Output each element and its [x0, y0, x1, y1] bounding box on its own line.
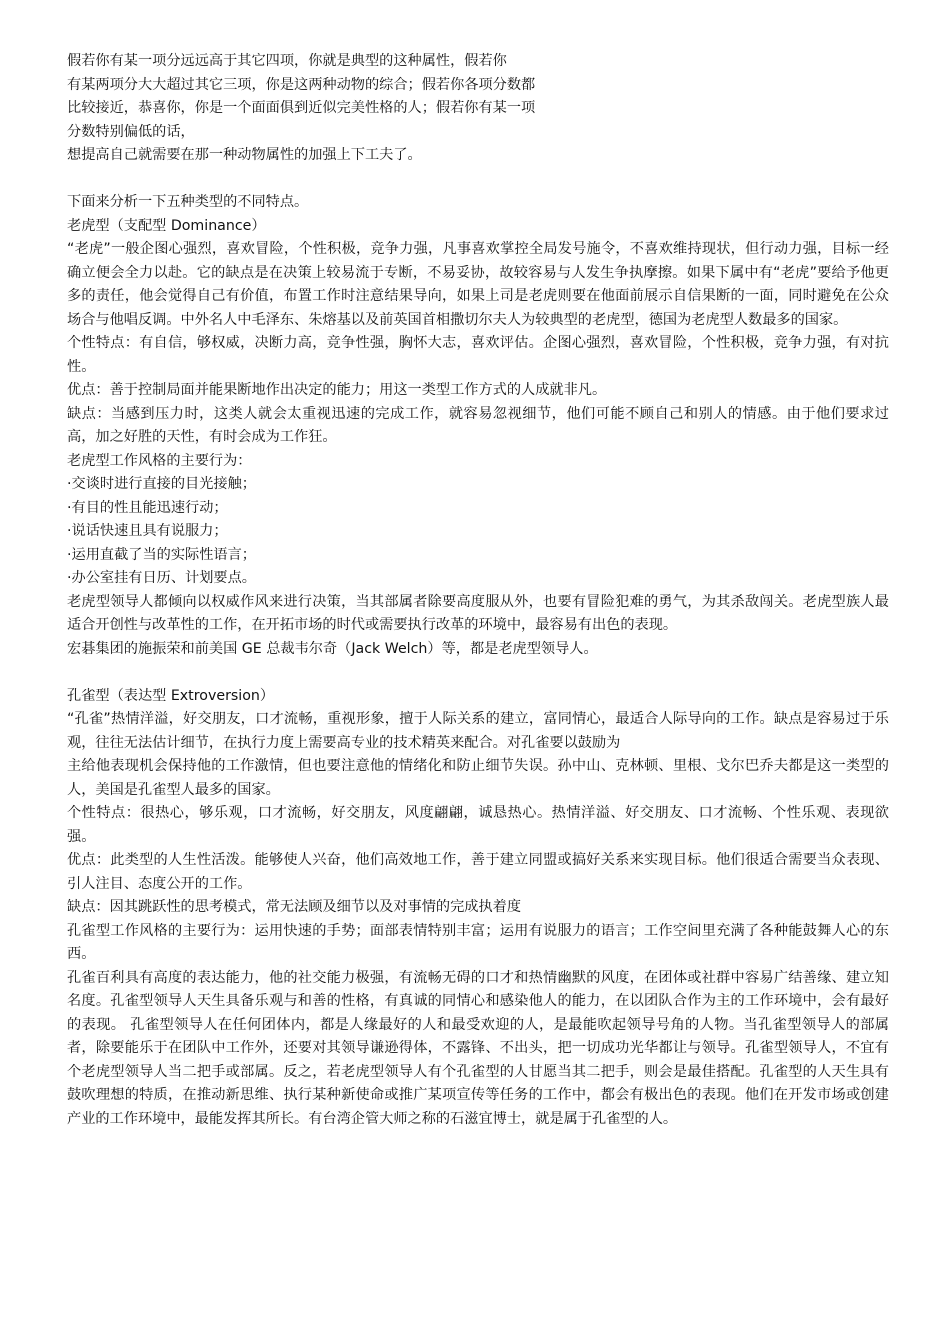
peacock-section — [67, 685, 889, 1132]
peacock-description: “孔雀”热情洋溢，好交朋友，口才流畅，重视形象，擅于人际关系的建立，富同情心，最适合人际导向的工作。缺点是容易过于乐观，往往无法估计细节，在执行力度上需要高专业的技术精英来配合。对孔雀要以鼓励为 — [67, 711, 889, 751]
tiger-weaknesses: 缺点：当感到压力时，这类人就会太重视迅速的完成工作，就容易忽视细节，他们可能不顾自己和别人的情感。由于他们要求过高，加之好胜的天性，有时会成为工作狂。 — [67, 405, 889, 445]
document-page — [67, 50, 889, 1131]
tiger-heading: 老虎型（支配型 Dominance） — [67, 217, 266, 234]
tiger-section — [67, 215, 889, 662]
peacock-heading: 孔雀型（表达型 Extroversion） — [67, 687, 275, 704]
intro-line: 有某两项分大大超过其它三项，你是这两种动物的综合；假若你各项分数都 — [67, 76, 536, 93]
peacock-weaknesses: 缺点：因其跳跃性的思考模式，常无法顾及细节以及对事情的完成执着度 — [67, 899, 522, 915]
tiger-description: “老虎”一般企图心强烈，喜欢冒险，个性积极，竞争力强，凡事喜欢掌控全局发号施令，不喜欢维持现状，但行动力强，目标一经确立便会全力以赴。它的缺点是在决策上较易流于专断，不易妥协，故较容易与人发生争执摩擦。如果下属中有“老虎”要给予他更多的责任，他会觉得自己有价值，布置工作时注意结果导向，如果上司是老虎则要在他面前展示自信果断的一面，同时避免在公众场合与他唱反调。中外名人中毛泽东、朱熔基以及前英国首相撒切尔夫人为较典型的老虎型，德国为老虎型人数最多的国家。 — [67, 241, 889, 328]
intro-line: 分数特别偏低的话， — [67, 123, 195, 140]
tiger-behaviors-title: 老虎型工作风格的主要行为： — [67, 452, 252, 469]
tiger-behavior-item: ·运用直截了当的实际性语言； — [67, 546, 256, 563]
tiger-leadership: 老虎型领导人都倾向以权威作风来进行决策，当其部属者除要高度服从外，也要有冒险犯难的勇气，为其杀敌闯关。老虎型族人最适合开创性与改革性的工作，在开拓市场的时代或需要执行改革的环境中，最容易有出色的表现。 — [67, 593, 889, 633]
tiger-examples: 宏碁集团的施振荣和前美国 GE 总裁韦尔奇（Jack Welch）等，都是老虎型领导人。 — [67, 640, 598, 657]
tiger-behavior-item: ·办公室挂有日历、计划要点。 — [67, 570, 256, 586]
tiger-behavior-item: ·有目的性且能迅速行动； — [67, 499, 228, 516]
intro-section — [67, 50, 889, 168]
intro-line: 假若你有某一项分远远高于其它四项，你就是典型的这种属性，假若你 — [67, 53, 507, 69]
tiger-behavior-item: ·交谈时进行直接的目光接触； — [67, 476, 256, 492]
intro-line: 想提高自己就需要在那一种动物属性的加强上下工夫了。 — [67, 147, 422, 163]
peacock-strengths: 优点：此类型的人生性活泼。能够使人兴奋，他们高效地工作，善于建立同盟或搞好关系来实现目标。他们很适合需要当众表现、引人注目、态度公开的工作。 — [67, 852, 889, 892]
peacock-behaviors: 孔雀型工作风格的主要行为：运用快速的手势；面部表情特别丰富；运用有说服力的语言；工作空间里充满了各种能鼓舞人心的东西。 — [67, 922, 889, 962]
peacock-leadership: 孔雀百利具有高度的表达能力，他的社交能力极强，有流畅无碍的口才和热情幽默的风度，在团体或社群中容易广结善缘、建立知名度。孔雀型领导人天生具备乐观与和善的性格，有真诚的同情心和感染他人的能力，在以团队合作为主的工作环境中，会有最好的表现。 孔雀型领导人在任何团体内，都是人缘最好的人和最受欢迎的人，是最能吹起领导号角的人物。当孔雀型领导人的部属者，除要能乐于在团队中工作外，还要对其领导谦逊得体，不露锋、不出头，把一切成功光华都让与领导。孔雀型领导人，不宜有个老虎型领导人当二把手或部属。反之，若老虎型领导人有个孔雀型的人甘愿当其二把手，则会是最佳搭配。孔雀型的人天生具有鼓吹理想的特质，在推动新思维、执行某种新使命或推广某项宣传等任务的工作中，都会有极出色的表现。他们在开发市场或创建产业的工作环境中，最能发挥其所长。有台湾企管大师之称的石滋宜博士，就是属于孔雀型的人。 — [67, 969, 889, 1127]
blank-line — [67, 661, 889, 685]
tiger-behavior-item: ·说话快速且具有说服力； — [67, 523, 228, 539]
peacock-traits: 个性特点：很热心，够乐观，口才流畅，好交朋友，风度翩翩，诚恳热心。热情洋溢、好交朋友、口才流畅、个性乐观、表现欲强。 — [67, 805, 889, 845]
blank-line — [67, 168, 889, 192]
analysis-intro: 下面来分析一下五种类型的不同特点。 — [67, 194, 309, 210]
intro-line: 比较接近，恭喜你，你是一个面面俱到近似完美性格的人；假若你有某一项 — [67, 100, 536, 116]
peacock-description-cont: 主给他表现机会保持他的工作激情，但也要注意他的情绪化和防止细节失误。孙中山、克林顿、里根、戈尔巴乔夫都是这一类型的人，美国是孔雀型人最多的国家。 — [67, 758, 889, 798]
tiger-traits: 个性特点：有自信，够权威，决断力高，竞争性强，胸怀大志，喜欢评估。企图心强烈，喜欢冒险，个性积极，竞争力强，有对抗性。 — [67, 335, 889, 375]
tiger-strengths: 优点：善于控制局面并能果断地作出决定的能力；用这一类型工作方式的人成就非凡。 — [67, 382, 607, 398]
